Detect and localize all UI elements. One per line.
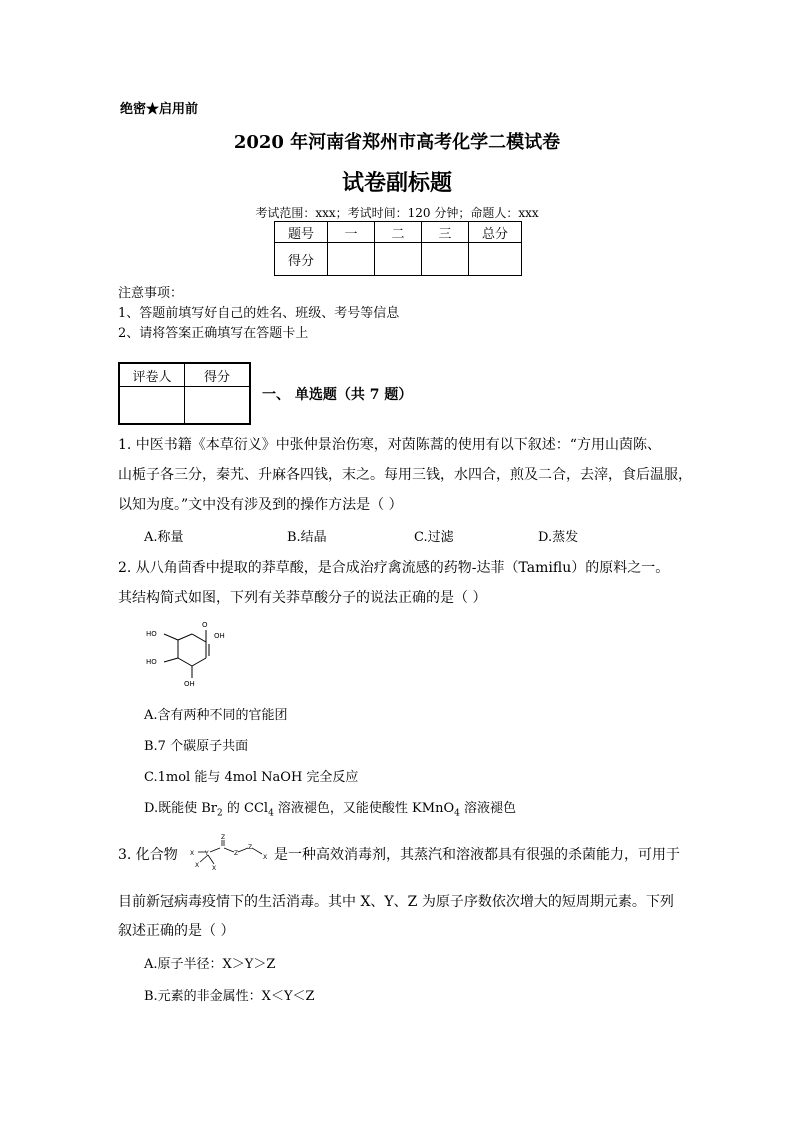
- q1-line: 1. 中医书籍《本草衍义》中张仲景治伤寒，对茵陈蒿的使用有以下叙述：“方用山茵陈、: [118, 437, 661, 453]
- score-cell: [469, 243, 522, 276]
- score-header-cell: 题号: [275, 222, 328, 243]
- score-header-cell: 总分: [469, 222, 522, 243]
- score-header-cell: 三: [422, 222, 469, 243]
- section-heading: 一、 单选题（共 7 题）: [262, 387, 413, 403]
- grader-cell: [185, 387, 251, 425]
- exam-title: 2020 年河南省郑州市高考化学二模试卷: [233, 132, 561, 153]
- grader-header: 得分: [185, 363, 251, 387]
- q1-option-b[interactable]: B.结晶: [287, 530, 327, 545]
- q2-line: 2. 从八角茴香中提取的莽草酸，是合成治疗禽流感的药物-达菲（Tamiflu）的原料之一。: [118, 560, 670, 576]
- structure-label: OH: [184, 680, 195, 688]
- note-item: 2、请将答案正确填写在答题卡上: [118, 326, 309, 341]
- notes-title: 注意事项：: [118, 286, 184, 301]
- structure-label: Z: [234, 850, 239, 857]
- q3-option-a[interactable]: A.原子半径：X＞Y＞Z: [144, 957, 276, 972]
- score-cell: [328, 243, 375, 276]
- q3-option-b[interactable]: B.元素的非金属性：X＜Y＜Z: [144, 989, 315, 1004]
- structure-label: HO: [146, 658, 157, 666]
- q1-option-c[interactable]: C.过滤: [414, 530, 454, 545]
- q1-option-d[interactable]: D.蒸发: [538, 530, 579, 545]
- note-item: 1、答题前填写好自己的姓名、班级、考号等信息: [118, 306, 400, 321]
- grader-header: 评卷人: [119, 363, 185, 387]
- grader-table: [118, 362, 251, 425]
- shikimic-acid-structure: [140, 618, 240, 690]
- structure-label: X: [212, 865, 217, 872]
- score-header-cell: 一: [328, 222, 375, 243]
- structure-label: Y: [205, 850, 209, 857]
- score-header-cell: 二: [375, 222, 422, 243]
- exam-subtitle: 试卷副标题: [341, 170, 452, 196]
- structure-label: Z: [248, 844, 253, 851]
- score-cell: [422, 243, 469, 276]
- score-cell: [375, 243, 422, 276]
- structure-label: X: [263, 854, 268, 861]
- q3-prefix: 3. 化合物: [118, 847, 178, 863]
- q1-line: 以知为度。”文中没有涉及到的操作方法是（ ）: [118, 497, 403, 513]
- structure-label: HO: [146, 630, 157, 638]
- exam-info: 考试范围：xxx；考试时间：120 分钟；命题人：xxx: [255, 206, 539, 220]
- q3-compound-structure: [188, 832, 274, 872]
- q2-option-a[interactable]: A.含有两种不同的官能团: [144, 708, 288, 723]
- q1-option-a[interactable]: A.称量: [144, 530, 184, 545]
- structure-label: OH: [214, 632, 225, 640]
- q3-line: 目前新冠病毒疫情下的生活消毒。其中 X、Y、Z 为原子序数依次增大的短周期元素。下列: [118, 894, 674, 910]
- q2-option-c[interactable]: C.1mol 能与 4mol NaOH 完全反应: [144, 770, 359, 785]
- q1-line: 山栀子各三分，秦艽、升麻各四钱，末之。每用三钱，水四合，煎及二合，去滓，食后温服，: [118, 467, 692, 483]
- q3-line: 是一种高效消毒剂，其蒸汽和溶液都具有很强的杀菌能力，可用于: [274, 847, 680, 863]
- q2-line: 其结构简式如图，下列有关莽草酸分子的说法正确的是（ ）: [118, 590, 487, 606]
- structure-label: Z: [221, 834, 226, 841]
- score-row-label: 得分: [275, 243, 328, 276]
- confidential-mark: 绝密★启用前: [120, 102, 199, 117]
- q2-option-d[interactable]: D.既能使 $Br_2$ 的 CCl$_4$ 溶液褪色，又能使酸性 KMnO$_4$ 溶液褪色: [144, 801, 516, 819]
- structure-label: X: [195, 862, 200, 869]
- grader-cell: [119, 387, 185, 425]
- score-table: [274, 221, 522, 276]
- q2-option-b[interactable]: B.7 个碳原子共面: [144, 739, 249, 754]
- q3-line: 叙述正确的是（ ）: [118, 923, 235, 939]
- structure-label: X: [190, 850, 195, 857]
- structure-label: O: [202, 621, 208, 629]
